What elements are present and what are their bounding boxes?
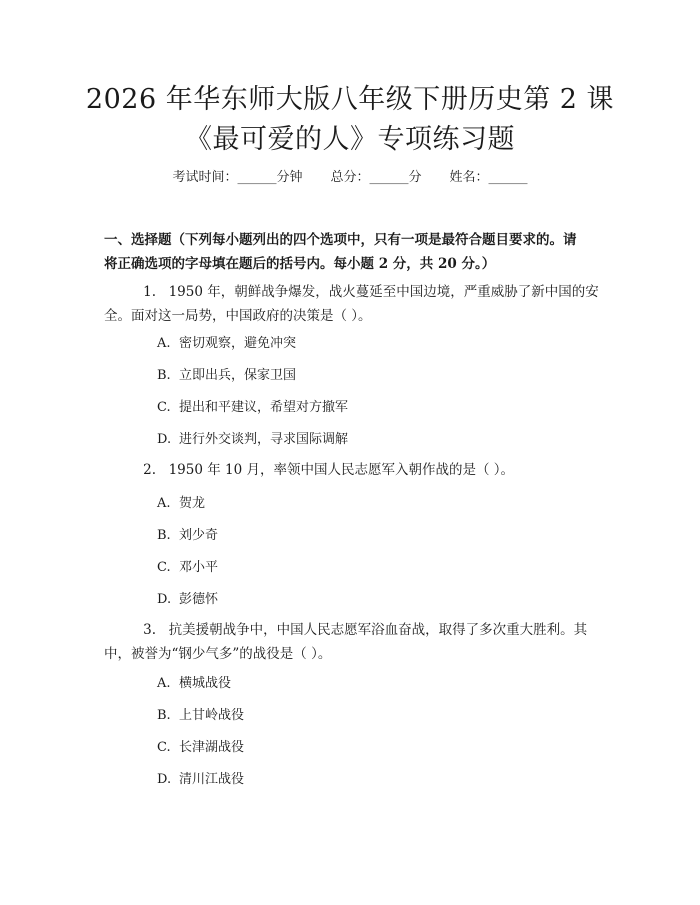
question-1-option-a — [157, 334, 296, 354]
question-text: 抗美援朝战争中，中国人民志愿军浴血奋战，取得了多次重大胜利。其 — [168, 622, 588, 638]
option-text: 彭德怀 — [179, 592, 219, 607]
option-text: 立即出兵，保家卫国 — [179, 368, 297, 383]
option-letter: C. — [157, 740, 171, 755]
question-3-option-c — [157, 738, 244, 758]
question-1-option-d — [157, 430, 348, 450]
score-unit: 分 — [408, 170, 422, 185]
page-title-line1: 2026 年华东师大版八年级下册历史第 2 课 — [85, 84, 615, 115]
page-title-line2: 《最可爱的人》专项练习题 — [185, 124, 515, 155]
option-text: 清川江战役 — [179, 772, 245, 787]
question-3-option-d — [157, 770, 244, 790]
option-letter: C. — [157, 400, 171, 415]
question-text-continued: 中，被誉为“钢少气多”的战役是（ ）。 — [104, 646, 332, 662]
option-text: 刘少奇 — [179, 528, 219, 543]
question-2-stem — [104, 458, 602, 482]
option-letter: C. — [157, 560, 171, 575]
name-blank: ______ — [488, 170, 528, 185]
question-2-option-a — [157, 494, 205, 514]
option-text: 上甘岭战役 — [179, 708, 245, 723]
question-2-option-c — [157, 558, 218, 578]
question-3-option-a — [157, 674, 231, 694]
option-letter: A. — [157, 336, 171, 351]
option-text: 长津湖战役 — [179, 740, 245, 755]
option-text: 邓小平 — [179, 560, 219, 575]
question-2-option-d — [157, 590, 218, 610]
question-1-stem — [104, 280, 602, 328]
question-number: 3. — [143, 622, 156, 638]
question-1-option-c — [157, 398, 348, 418]
time-unit: 分钟 — [276, 170, 303, 185]
score-blank: ______ — [369, 170, 409, 185]
question-number: 1. — [143, 284, 156, 300]
option-text: 提出和平建议，希望对方撤军 — [179, 400, 349, 415]
section-heading-line2: 将正确选项的字母填在题后的括号内。每小题 2 分，共 20 分。） — [104, 256, 496, 272]
question-text: 1950 年 10 月，率领中国人民志愿军入朝作战的是（ ）。 — [168, 462, 515, 478]
option-text: 贺龙 — [179, 496, 206, 511]
option-letter: D. — [157, 772, 172, 787]
option-letter: B. — [157, 708, 171, 723]
question-3-stem — [104, 618, 602, 666]
section-heading — [104, 228, 604, 276]
question-2-option-b — [157, 526, 218, 546]
name-label: 姓名： — [449, 170, 489, 185]
option-letter: B. — [157, 528, 171, 543]
question-3-option-b — [157, 706, 244, 726]
option-letter: A. — [157, 676, 171, 691]
option-text: 密切观察，避免冲突 — [179, 336, 297, 351]
option-letter: B. — [157, 368, 171, 383]
question-number: 2. — [143, 462, 156, 478]
section-heading-line1: 一、选择题（下列每小题列出的四个选项中，只有一项是最符合题目要求的。请 — [104, 232, 577, 248]
exam-info — [0, 168, 700, 188]
option-text: 进行外交谈判，寻求国际调解 — [179, 432, 349, 447]
question-1-option-b — [157, 366, 296, 386]
question-text-continued: 全。面对这一局势，中国政府的决策是（ ）。 — [104, 308, 372, 324]
option-letter: D. — [157, 592, 172, 607]
option-letter: A. — [157, 496, 171, 511]
time-label: 考试时间： — [172, 170, 238, 185]
option-text: 横城战役 — [179, 676, 232, 691]
question-text: 1950 年，朝鲜战争爆发，战火蔓延至中国边境，严重威胁了新中国的安 — [168, 284, 599, 300]
option-letter: D. — [157, 432, 172, 447]
time-blank: ______ — [237, 170, 277, 185]
score-label: 总分： — [330, 170, 370, 185]
